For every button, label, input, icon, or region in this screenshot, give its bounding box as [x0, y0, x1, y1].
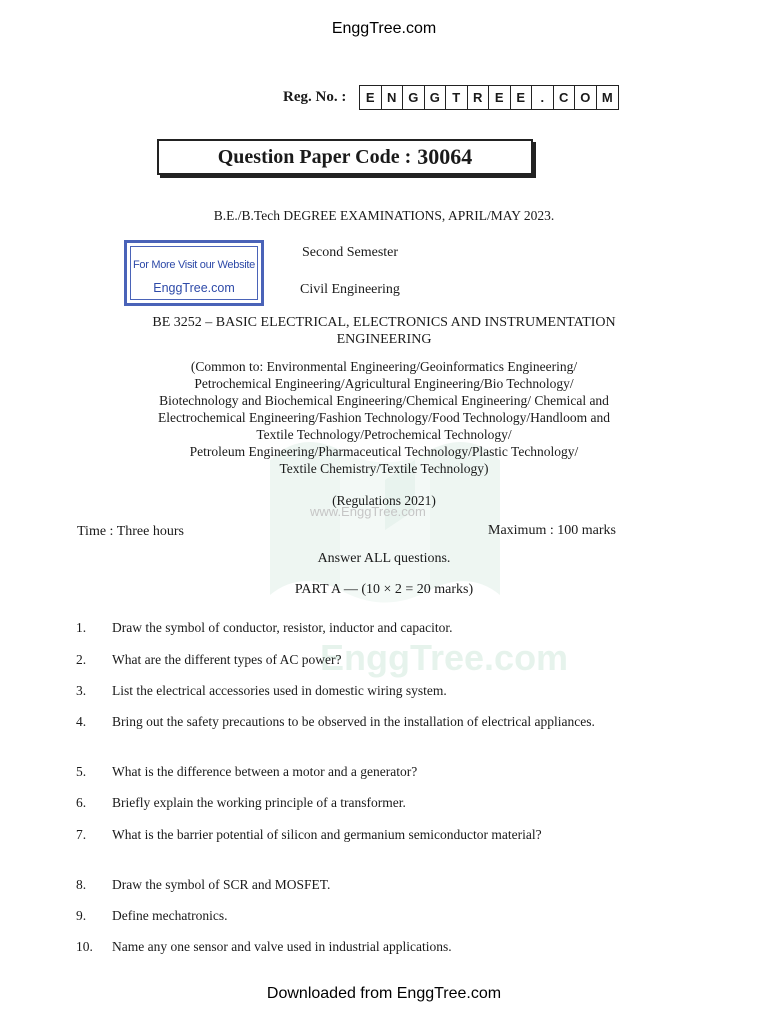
question-text: What is the difference between a motor and a generator?: [112, 764, 418, 779]
site-header: EnggTree.com: [331, 20, 437, 37]
question-item: [76, 826, 656, 843]
exam-title: B.E./B.Tech DEGREE EXAMINATIONS, APRIL/MAY 2023.: [213, 208, 555, 223]
subject-line: BE 3252 – BASIC ELECTRICAL, ELECTRONICS AND INSTRUMENTATION: [152, 315, 616, 330]
time-allowed: Time : Three hours: [77, 524, 184, 539]
reg-box: .: [532, 86, 554, 109]
maximum-marks: Maximum : 100 marks: [488, 523, 616, 538]
visit-banner-text: For More Visit our Website: [132, 259, 255, 271]
question-text: What is the barrier potential of silicon and germanium semiconductor material?: [112, 827, 542, 842]
question-number: 8.: [76, 877, 87, 892]
common-line: Petroleum Engineering/Pharmaceutical Technology/Plastic Technology/: [189, 444, 579, 459]
reg-box: E: [360, 86, 382, 109]
question-item: [76, 794, 656, 811]
download-footer[interactable]: Downloaded from EnggTree.com: [266, 985, 502, 1002]
question-paper-code-number: 30064: [417, 144, 473, 169]
question-item: [76, 651, 656, 668]
question-paper-code-box: [157, 139, 533, 175]
svg-text:EnggTree.com: EnggTree.com: [320, 637, 569, 678]
reg-box: R: [468, 86, 490, 109]
question-item: [76, 619, 656, 636]
reg-box: E: [489, 86, 511, 109]
question-number: 9.: [76, 908, 87, 923]
question-item: [76, 713, 656, 730]
question-text: Bring out the safety precautions to be observed in the installation of electrical appliances.: [112, 714, 595, 729]
question-number: 2.: [76, 652, 87, 667]
question-item: [76, 938, 656, 955]
reg-box: G: [403, 86, 425, 109]
common-line: Electrochemical Engineering/Fashion Technology/Food Technology/Handloom and: [157, 410, 610, 425]
subject-title: [0, 314, 768, 348]
question-text: What are the different types of AC power?: [112, 652, 342, 667]
common-line: Textile Chemistry/Textile Technology): [279, 461, 489, 476]
reg-box: O: [575, 86, 597, 109]
question-text: Briefly explain the working principle of a transformer.: [112, 795, 406, 810]
reg-box: G: [425, 86, 447, 109]
instruction: Answer ALL questions.: [317, 551, 451, 566]
subject-line: ENGINEERING: [336, 332, 432, 347]
reg-box: M: [601, 90, 613, 105]
question-number: 1.: [76, 620, 87, 635]
question-number: 10.: [76, 939, 93, 954]
question-number: 6.: [76, 795, 87, 810]
visit-website-banner[interactable]: [124, 240, 264, 306]
common-line: Petrochemical Engineering/Agricultural Engineering/Bio Technology/: [194, 376, 574, 391]
common-line: Textile Technology/Petrochemical Technology/: [256, 427, 512, 442]
question-number: 4.: [76, 714, 87, 729]
question-text: List the electrical accessories used in domestic wiring system.: [112, 683, 447, 698]
question-paper-code-label: Question Paper Code :: [217, 145, 412, 168]
semester: Second Semester: [302, 245, 399, 260]
question-item: [76, 763, 656, 780]
common-line: (Common to: Environmental Engineering/Geoinformatics Engineering/: [190, 359, 578, 374]
question-number: 5.: [76, 764, 87, 779]
reg-number-boxes: [359, 85, 619, 110]
common-to-list: [0, 358, 768, 477]
visit-banner-site: EnggTree.com: [153, 281, 235, 295]
question-text: Draw the symbol of conductor, resistor, inductor and capacitor.: [112, 620, 453, 635]
question-text: Name any one sensor and valve used in industrial applications.: [112, 939, 452, 954]
part-heading: PART A — (10 × 2 = 20 marks): [294, 582, 474, 597]
reg-box: C: [554, 86, 576, 109]
question-number: 3.: [76, 683, 87, 698]
regulations: (Regulations 2021): [332, 493, 436, 508]
question-item: [76, 907, 656, 924]
question-item: [76, 876, 656, 893]
common-line: Biotechnology and Biochemical Engineering/Chemical Engineering/ Chemical and: [159, 393, 609, 408]
question-number: 7.: [76, 827, 87, 842]
reg-box: N: [382, 86, 404, 109]
reg-box: E: [511, 86, 533, 109]
question-item: [76, 682, 656, 699]
reg-box: T: [446, 86, 468, 109]
question-text: Draw the symbol of SCR and MOSFET.: [112, 877, 331, 892]
branch: Civil Engineering: [300, 282, 400, 297]
watermark-url: www.EnggTree.com: [310, 504, 426, 519]
question-text: Define mechatronics.: [112, 908, 228, 923]
reg-number-label: Reg. No. :: [283, 89, 347, 105]
